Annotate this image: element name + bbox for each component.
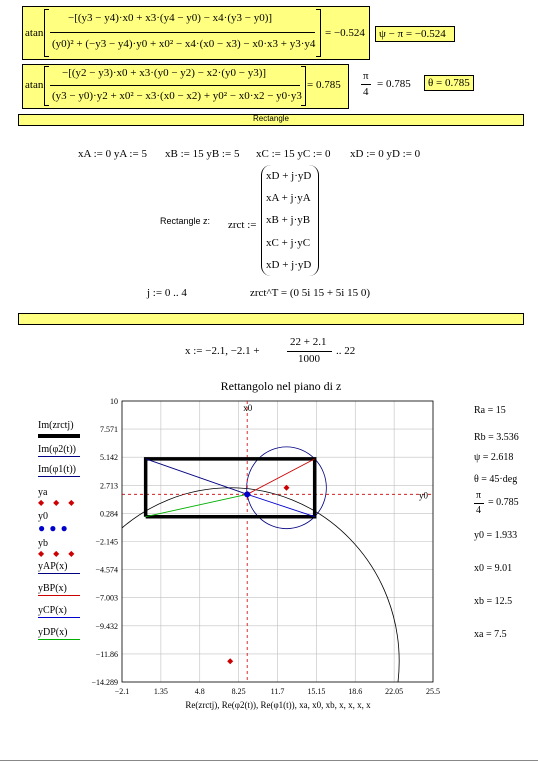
result-xb: xb = 12.5 — [474, 596, 513, 607]
result-psi: ψ = 2.618 — [474, 452, 514, 463]
zrct-lhs: zrct := — [228, 219, 257, 231]
x-tick-label: −2.1 — [114, 687, 130, 696]
legend-line-navy-2 — [38, 476, 80, 477]
red-point — [284, 485, 290, 491]
pi-over-4-result: = 0.785 — [377, 78, 411, 90]
y-tick-label: −14.289 — [91, 678, 118, 687]
x-tick-labels — [115, 687, 440, 696]
result-pi4-den: 4 — [476, 505, 481, 516]
legend-dots-red: ◆◆◆ — [38, 498, 84, 507]
eq2-fraction-bar — [50, 85, 300, 86]
y-tick-label: −4.574 — [95, 565, 118, 575]
plot-layer — [61, 401, 433, 720]
eq2-result: = 0.785 — [307, 79, 341, 91]
bottom-divider — [0, 760, 538, 761]
legend-yb: yb ◆◆◆ — [38, 538, 84, 558]
y-tick-label: 5.142 — [100, 453, 118, 463]
x-tick-label: 8.25 — [231, 687, 246, 696]
coord-B: xB := 15 yB := 5 — [165, 148, 240, 160]
line-center-B — [247, 459, 314, 494]
zrct-row-0: xD + j·yD — [266, 170, 312, 182]
chart-grid — [122, 401, 433, 682]
x-range-den: 1000 — [298, 353, 320, 365]
result-pi4-num: π — [476, 490, 482, 501]
pi-over-4-num: π — [363, 70, 369, 82]
result-Rb: Rb = 3.536 — [474, 432, 519, 443]
y0-marker-label: y0 — [419, 490, 428, 501]
section-bar-rectangle[interactable] — [18, 114, 524, 126]
y-tick-label: −9.432 — [95, 621, 118, 631]
result-y0: y0 = 1.933 — [474, 530, 518, 541]
result-pi4-val: = 0.785 — [488, 497, 519, 508]
y-tick-label: 0.284 — [100, 509, 118, 519]
x-range-end: .. 22 — [336, 345, 356, 357]
theta-box[interactable]: θ = 0.785 — [424, 75, 474, 91]
x-range-bar — [287, 351, 332, 352]
coord-A: xA := 0 yA := 5 — [78, 148, 147, 160]
legend-im-phi2: Im(φ2(t)) — [38, 444, 80, 457]
y-tick-label: −2.145 — [95, 537, 118, 547]
plot-clipped-group — [61, 401, 433, 720]
zrct-transpose: zrct^T = (0 5i 15 + 5i 15 0) — [250, 287, 371, 299]
result-theta: θ = 45·deg — [474, 474, 518, 485]
section-bar-2[interactable] — [18, 313, 524, 325]
eq1-fraction-bar — [50, 32, 315, 33]
zrct-row-4: xD + j·yD — [266, 259, 312, 271]
legend-yDP: yDP(x) — [38, 627, 80, 640]
red-point — [227, 658, 233, 664]
x-range-num: 22 + 2.1 — [290, 336, 327, 348]
legend-yCP: yCP(x) — [38, 605, 80, 618]
eq1-bracket-left — [44, 9, 49, 57]
x-axis-label: Re(zrctj), Re(φ2(t)), Re(φ1(t)), xa, x0, xb, x, x, x, x — [185, 700, 371, 710]
legend-line-navy — [38, 456, 80, 457]
legend-dots-red-2: ◆◆◆ — [38, 549, 84, 558]
legend-line-blue — [38, 617, 80, 618]
legend-yAP: yAP(x) — [38, 561, 80, 574]
pi-over-4-den: 4 — [363, 86, 369, 98]
rectangle-z-label: Rectangle z: — [160, 216, 211, 226]
coord-C: xC := 15 yC := 0 — [256, 148, 331, 160]
result-xa: xa = 7.5 — [474, 629, 507, 640]
x-tick-label: 25.5 — [426, 687, 440, 696]
y-tick-label: −7.003 — [95, 593, 118, 603]
legend-yBP: yBP(x) — [38, 583, 80, 596]
eq1-denominator: (y0)² + (−y3 − y4)·y0 + x0² − x4·(x0 − x3) − x0·x3 + y3·y4 — [52, 38, 316, 50]
result-pi4-bar — [474, 503, 484, 504]
eq2-bracket-left — [44, 66, 49, 106]
x-tick-label: 4.8 — [194, 687, 205, 696]
legend-line-green — [38, 639, 80, 640]
zrct-row-3: xC + j·yC — [266, 237, 311, 249]
eq1-result: = −0.524 — [325, 27, 365, 39]
y-tick-label: −11.86 — [95, 649, 118, 659]
legend-im-zrct: Im(zrctj) — [38, 420, 80, 438]
zrct-row-2: xB + j·yB — [266, 214, 311, 226]
legend-ya: ya ◆◆◆ — [38, 487, 84, 507]
x0-marker-label: x0 — [243, 403, 253, 413]
legend-line-black — [38, 434, 80, 438]
x-tick-label: 11.7 — [270, 687, 285, 696]
eq2-denominator: (y3 − y0)·y2 + x0² − x3·(x0 − x2) + y0² − x0·x2 − y0·y3 — [52, 90, 302, 102]
legend-im-phi1: Im(φ1(t)) — [38, 464, 80, 477]
pi-over-4-bar — [361, 84, 371, 85]
legend-line-navy-3 — [38, 573, 80, 574]
psi-minus-pi-box[interactable]: ψ − π = −0.524 — [375, 26, 455, 42]
eq1-atan: atan — [25, 27, 44, 39]
legend-dots-blue: ●●● — [38, 521, 72, 535]
zrct-row-1: xA + j·yA — [266, 192, 311, 204]
x-tick-label: 15.15 — [307, 687, 326, 696]
result-Ra: Ra = 15 — [474, 405, 506, 416]
x-tick-label: 18.6 — [348, 687, 363, 696]
x-range-lhs: x := −2.1, −2.1 + — [185, 345, 260, 357]
legend-y0: y0 ●●● — [38, 511, 72, 535]
legend-line-red — [38, 595, 80, 596]
eq1-bracket-right — [316, 9, 321, 57]
x-tick-label: 1.35 — [153, 687, 168, 696]
chart-title: Rettangolo nel piano di z — [220, 379, 342, 393]
y-tick-label: 10 — [110, 397, 118, 406]
eq1-numerator: −[(y3 − y4)·x0 + x3·(y4 − y0) − x4·(y3 − y0)] — [68, 12, 273, 24]
result-x0: x0 = 9.01 — [474, 563, 513, 574]
center-point-x0y0 — [244, 491, 250, 497]
y-tick-label: 2.713 — [100, 481, 118, 491]
y-tick-labels — [91, 397, 118, 687]
coord-D: xD := 0 yD := 0 — [350, 148, 421, 160]
j-range: j := 0 .. 4 — [147, 287, 187, 299]
eq2-bracket-right — [301, 66, 306, 106]
eq2-atan: atan — [25, 79, 44, 91]
x-tick-label: 22.05 — [385, 687, 404, 696]
eq2-numerator: −[(y2 − y3)·x0 + x3·(y0 − y2) − x2·(y0 − y3)] — [62, 67, 267, 79]
section-title: Rectangle — [252, 114, 290, 123]
y-tick-label: 7.571 — [100, 425, 118, 435]
